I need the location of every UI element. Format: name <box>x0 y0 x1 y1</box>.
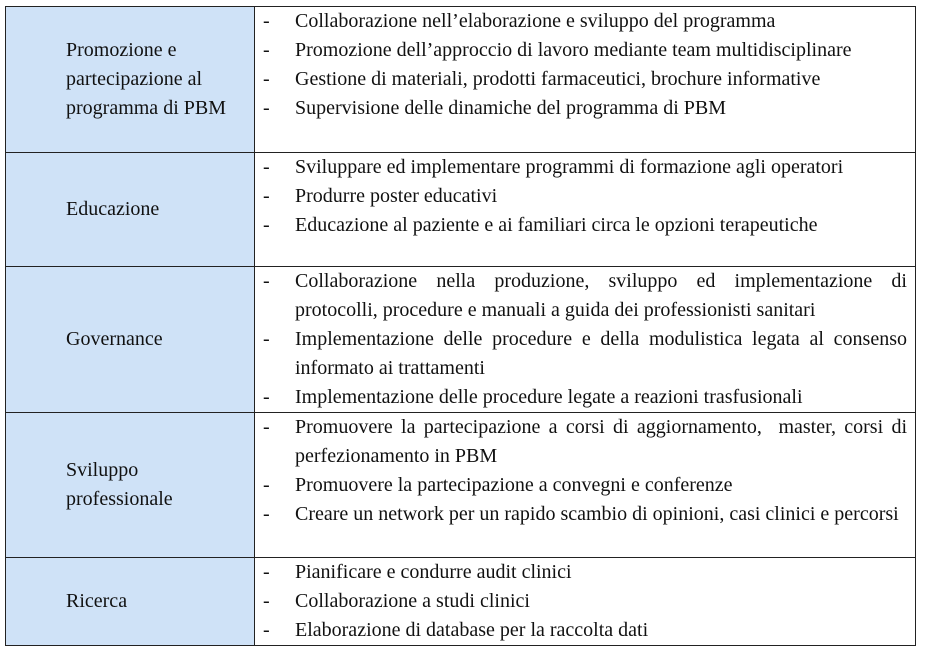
list-item: - Sviluppare ed implementare programmi di formazione agli operatori <box>255 153 907 182</box>
list-item: - Gestione di materiali, prodotti farmaceutici, brochure informative <box>255 65 907 94</box>
bullet-dash: - <box>263 474 270 496</box>
list-item: - Promuovere la partecipazione a corsi di aggiornamento, master, corsi di perfezionamento in PBM <box>255 413 907 471</box>
list-item: - Supervisione delle dinamiche del programma di PBM <box>255 94 907 123</box>
items-cell <box>255 267 916 413</box>
category-label: Educazione <box>66 198 160 220</box>
category-cell <box>6 267 255 413</box>
bullet-dash: - <box>263 386 270 408</box>
bullet-dash: - <box>263 214 270 236</box>
table-row <box>6 7 916 153</box>
category-cell <box>6 558 255 646</box>
bullet-dash: - <box>263 39 270 61</box>
bullet-dash: - <box>263 416 270 438</box>
category-label: Promozione e partecipazione al programma di PBM <box>66 39 226 119</box>
category-label: Ricerca <box>66 590 128 612</box>
list-item: - Produrre poster educativi <box>255 182 907 211</box>
category-cell <box>6 153 255 267</box>
category-cell <box>6 413 255 558</box>
bullet-dash: - <box>263 185 270 207</box>
bullet-dash: - <box>263 156 270 178</box>
list-item: - Collaborazione a studi clinici <box>255 587 907 616</box>
category-cell <box>6 7 255 153</box>
table-row <box>6 267 916 413</box>
table-row <box>6 558 916 646</box>
list-item: - Educazione al paziente e ai familiari circa le opzioni terapeutiche <box>255 211 907 240</box>
list-item: - Promozione dell’approccio di lavoro mediante team multidisciplinare <box>255 36 907 65</box>
bullet-dash: - <box>263 619 270 641</box>
table-row <box>6 153 916 267</box>
table-row <box>6 413 916 558</box>
items-cell <box>255 558 916 646</box>
category-label: Governance <box>66 328 163 350</box>
list-item: - Collaborazione nell’elaborazione e sviluppo del programma <box>255 7 907 36</box>
bullet-dash: - <box>263 270 270 292</box>
list-item: - Elaborazione di database per la raccolta dati <box>255 616 907 645</box>
bullet-dash: - <box>263 561 270 583</box>
category-label: Sviluppo professionale <box>66 459 173 510</box>
bullet-dash: - <box>263 590 270 612</box>
roles-table <box>5 6 916 646</box>
list-item: - Promuovere la partecipazione a convegni e conferenze <box>255 471 907 500</box>
bullet-dash: - <box>263 10 270 32</box>
items-cell <box>255 7 916 153</box>
list-item: - Implementazione delle procedure e della modulistica legata al consenso informato ai trattamenti <box>255 325 907 383</box>
items-cell <box>255 413 916 558</box>
items-cell <box>255 153 916 267</box>
bullet-dash: - <box>263 328 270 350</box>
bullet-dash: - <box>263 97 270 119</box>
list-item: - Collaborazione nella produzione, sviluppo ed implementazione di protocolli, procedure e manuali a guida dei professionisti sanitari <box>255 267 907 325</box>
list-item: - Pianificare e condurre audit clinici <box>255 558 907 587</box>
bullet-dash: - <box>263 503 270 525</box>
bullet-dash: - <box>263 68 270 90</box>
list-item: - Implementazione delle procedure legate a reazioni trasfusionali <box>255 383 907 412</box>
list-item: - Creare un network per un rapido scambio di opinioni, casi clinici e percorsi <box>255 500 907 529</box>
